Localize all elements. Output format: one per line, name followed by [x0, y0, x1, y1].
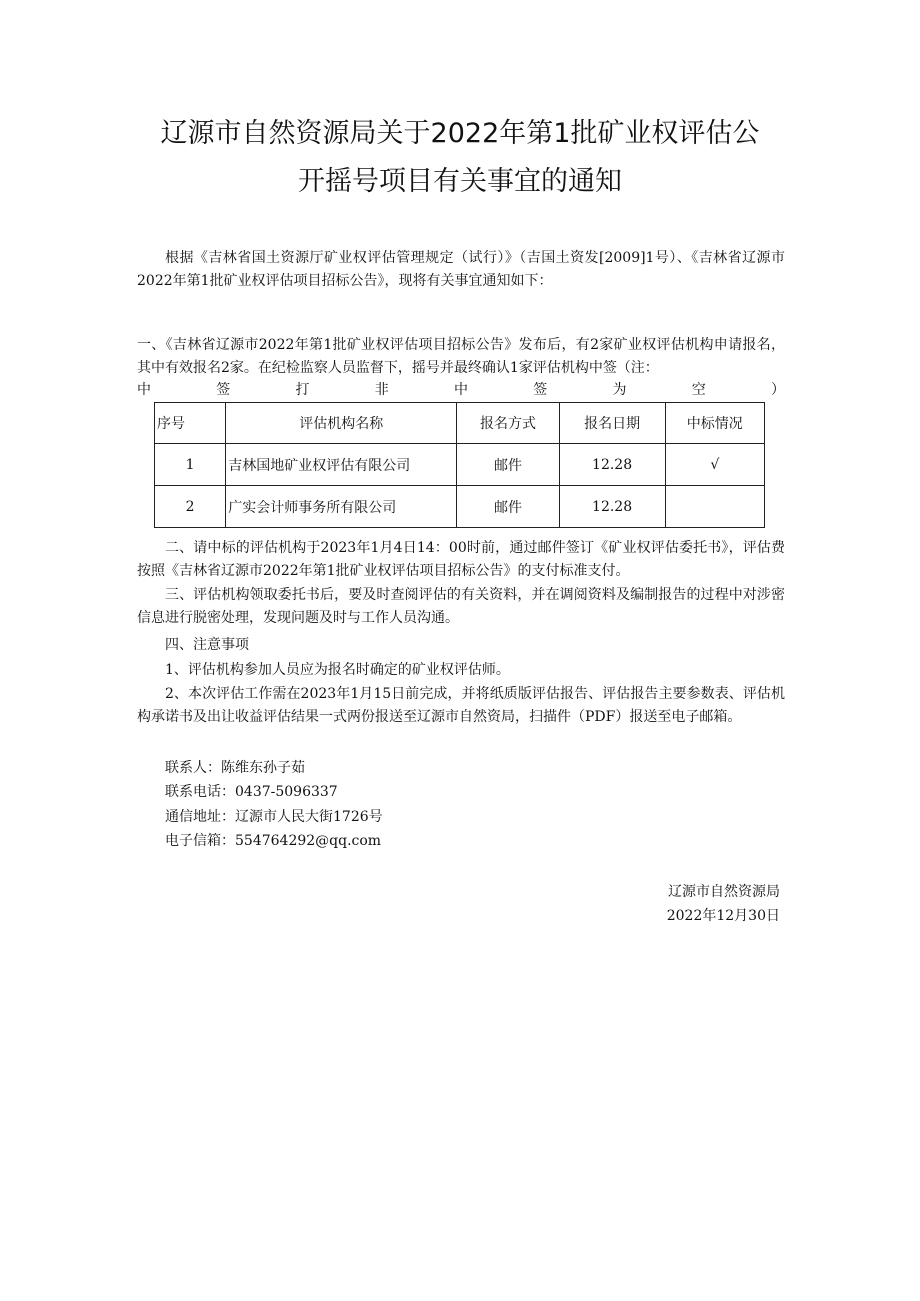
contact-phone: 联系电话：0437-5096337 [165, 784, 338, 800]
row-index: 2 [155, 486, 226, 528]
contact-person: 联系人：陈维东孙子茹 [165, 760, 305, 776]
row-method: 邮件 [457, 444, 559, 486]
row-date: 12.28 [559, 486, 665, 528]
section-1-note [137, 380, 785, 400]
contact-address: 通信地址：辽源市人民大街1726号 [165, 809, 383, 825]
note-char: 签 [533, 382, 548, 398]
header-org-name: 评估机构名称 [226, 403, 457, 444]
row-index: 1 [155, 444, 226, 486]
section-1-paragraph: 一、《吉林省辽源市2022年第1批矿业权评估项目招标公告》发布后，有2家矿业权评估机构申请报名，其中有效报名2家。在纪检监察人员监督下，摇号并最终确认1家评估机构中签（注： [137, 337, 785, 376]
notice-item-1: 1、评估机构参加人员应为报名时确定的矿业权评估师。 [165, 662, 510, 678]
notice-item-2: 2、本次评估工作需在2023年1月15日前完成，并将纸质版评估报告、评估报告主要参数表、评估机构承诺书及出让收益评估结果一式两份报送至辽源市自然资局，扫描件（PDF）报送至电子邮箱。 [137, 686, 785, 725]
row-result: √ [665, 444, 764, 486]
note-char: ） [771, 382, 785, 398]
header-date: 报名日期 [559, 403, 665, 444]
table-row [155, 444, 765, 486]
section-4-heading: 四、注意事项 [165, 637, 249, 653]
title-line-2: 开摇号项目有关事宜的通知 [298, 166, 622, 197]
row-date: 12.28 [559, 444, 665, 486]
intro-paragraph: 根据《吉林省国土资源厅矿业权评估管理规定（试行）》（吉国土资发[2009]1号）、《吉林省辽源市2022年第1批矿业权评估项目招标公告》，现将有关事宜通知如下： [137, 250, 785, 289]
header-result: 中标情况 [665, 403, 764, 444]
row-method: 邮件 [457, 486, 559, 528]
results-table [154, 402, 765, 528]
note-char: 空 [691, 382, 706, 398]
note-char: 签 [216, 382, 231, 398]
signature-org: 辽源市自然资源局 [668, 884, 780, 900]
table-header-row [155, 403, 765, 444]
note-char: 非 [374, 382, 389, 398]
contact-email: 电子信箱：554764292@qq.com [165, 833, 382, 849]
title-line-1: 辽源市自然资源局关于2022年第1批矿业权评估公 [160, 118, 760, 149]
row-result [665, 486, 764, 528]
document-title [100, 110, 820, 206]
signature-date: 2022年12月30日 [666, 908, 780, 924]
note-char: 为 [612, 382, 627, 398]
section-2-paragraph: 二、请中标的评估机构于2023年1月4日14：00时前，通过邮件签订《矿业权评估委托书》，评估费按照《吉林省辽源市2022年第1批矿业权评估项目招标公告》的支付标准支付。 [137, 540, 785, 579]
table-row [155, 486, 765, 528]
note-char: 打 [295, 382, 310, 398]
note-char: 中 [137, 382, 151, 398]
row-org-name: 吉林国地矿业权评估有限公司 [226, 444, 457, 486]
header-index: 序号 [155, 403, 226, 444]
header-method: 报名方式 [457, 403, 559, 444]
row-org-name: 广实会计师事务所有限公司 [226, 486, 457, 528]
section-3-paragraph: 三、评估机构领取委托书后，要及时查阅评估的有关资料，并在调阅资料及编制报告的过程中对涉密信息进行脱密处理，发现问题及时与工作人员沟通。 [137, 587, 785, 626]
note-char: 中 [454, 382, 468, 398]
